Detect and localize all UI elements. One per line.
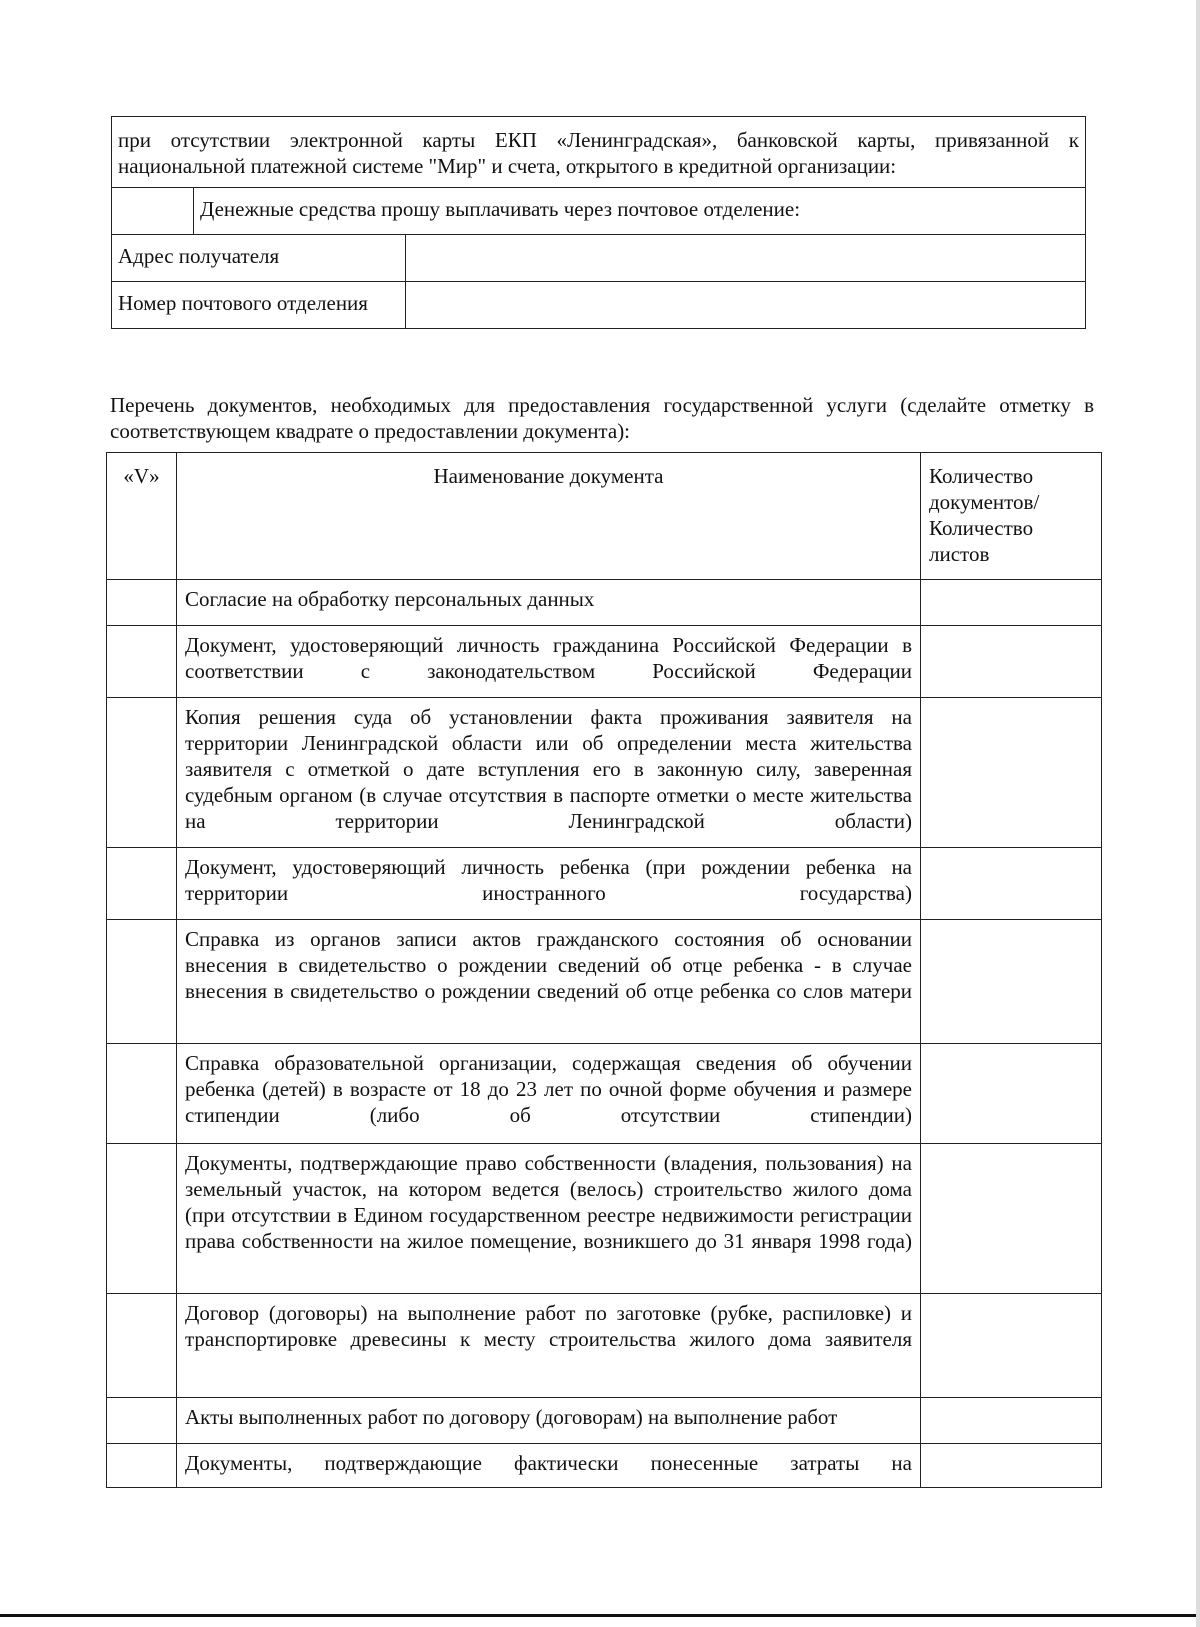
- row-checkbox[interactable]: [107, 698, 177, 848]
- table-row: [107, 1144, 1102, 1294]
- document-name: Документ, удостоверяющий личность гражданина Российской Федерации в соответствии с законодательством Российской Федерации: [177, 626, 921, 698]
- document-name: Документы, подтверждающие фактически понесенные затраты на: [177, 1444, 921, 1488]
- table-row: [107, 580, 1102, 626]
- recipient-address-field[interactable]: [406, 235, 1086, 282]
- table-row: [107, 1444, 1102, 1488]
- document-count-field[interactable]: [921, 698, 1102, 848]
- document-count-field[interactable]: [921, 580, 1102, 626]
- row-checkbox[interactable]: [107, 1294, 177, 1398]
- row-checkbox[interactable]: [107, 1044, 177, 1144]
- table-row: [107, 1294, 1102, 1398]
- row-checkbox[interactable]: [107, 848, 177, 920]
- document-name: Согласие на обработку персональных данных: [177, 580, 921, 626]
- document-count-field[interactable]: [921, 1444, 1102, 1488]
- document-name: Документ, удостоверяющий личность ребенка (при рождении ребенка на территории иностранного государства): [177, 848, 921, 920]
- document-count-field[interactable]: [921, 626, 1102, 698]
- table-row: [107, 626, 1102, 698]
- row-checkbox[interactable]: [107, 580, 177, 626]
- recipient-address-label: Адрес получателя: [112, 235, 406, 282]
- post-option-label: Денежные средства прошу выплачивать через почтовое отделение:: [194, 188, 1086, 235]
- document-name: Акты выполненных работ по договору (договорам) на выполнение работ: [177, 1398, 921, 1444]
- post-option-checkbox[interactable]: [112, 188, 194, 235]
- row-checkbox[interactable]: [107, 1444, 177, 1488]
- row-checkbox[interactable]: [107, 920, 177, 1044]
- documents-list-intro: Перечень документов, необходимых для предоставления государственной услуги (сделайте отметку в соответствующем квадрате о предоставлении документа):: [110, 393, 1094, 443]
- document-count-field[interactable]: [921, 848, 1102, 920]
- scan-edge-bottom: [0, 1614, 1200, 1617]
- table-row: [107, 698, 1102, 848]
- document-count-field[interactable]: [921, 1044, 1102, 1144]
- table-row: [107, 1398, 1102, 1444]
- header-check-column: «V»: [107, 453, 177, 580]
- document-name: Договор (договоры) на выполнение работ по заготовке (рубке, распиловке) и транспортировке древесины к месту строительства жилого дома заявителя: [177, 1294, 921, 1398]
- documents-table: [106, 452, 1102, 1488]
- row-checkbox[interactable]: [107, 626, 177, 698]
- document-count-field[interactable]: [921, 1398, 1102, 1444]
- table-row: [107, 1044, 1102, 1144]
- post-office-number-label: Номер почтового отделения: [112, 282, 406, 329]
- document-name: Справка из органов записи актов гражданского состояния об основании внесения в свидетельство о рождении сведений об отце ребенка - в случае внесения в свидетельство о рождении сведений об отце ребенка со слов матери: [177, 920, 921, 1044]
- document-count-field[interactable]: [921, 920, 1102, 1044]
- header-document-count: Количество документов/ Количество листов: [921, 453, 1102, 580]
- row-checkbox[interactable]: [107, 1398, 177, 1444]
- table-row: [107, 848, 1102, 920]
- scan-edge-right: [1196, 0, 1200, 1627]
- row-checkbox[interactable]: [107, 1144, 177, 1294]
- document-name: Документы, подтверждающие право собственности (владения, пользования) на земельный участок, на котором ведется (велось) строительство жилого дома (при отсутствии в Едином государственном реестре недвижимости регистрации права собственности на жилое помещение, возникшего до 31 января 1998 года): [177, 1144, 921, 1294]
- document-count-field[interactable]: [921, 1294, 1102, 1398]
- payment-method-table: [111, 116, 1086, 329]
- payment-intro-text: при отсутствии электронной карты ЕКП «Ленинградская», банковской карты, привязанной к национальной платежной системе "Мир" и счета, открытого в кредитной организации:: [112, 117, 1086, 188]
- document-name: Копия решения суда об установлении факта проживания заявителя на территории Ленинградской области или об определении места жительства заявителя с отметкой о дате вступления его в законную силу, заверенная судебным органом (в случае отсутствия в паспорте отметки о месте жительства на территории Ленинградской области): [177, 698, 921, 848]
- table-row: [107, 920, 1102, 1044]
- document-count-field[interactable]: [921, 1144, 1102, 1294]
- header-document-name: Наименование документа: [177, 453, 921, 580]
- document-name: Справка образовательной организации, содержащая сведения об обучении ребенка (детей) в возрасте от 18 до 23 лет по очной форме обучения и размере стипендии (либо об отсутствии стипендии): [177, 1044, 921, 1144]
- post-office-number-field[interactable]: [406, 282, 1086, 329]
